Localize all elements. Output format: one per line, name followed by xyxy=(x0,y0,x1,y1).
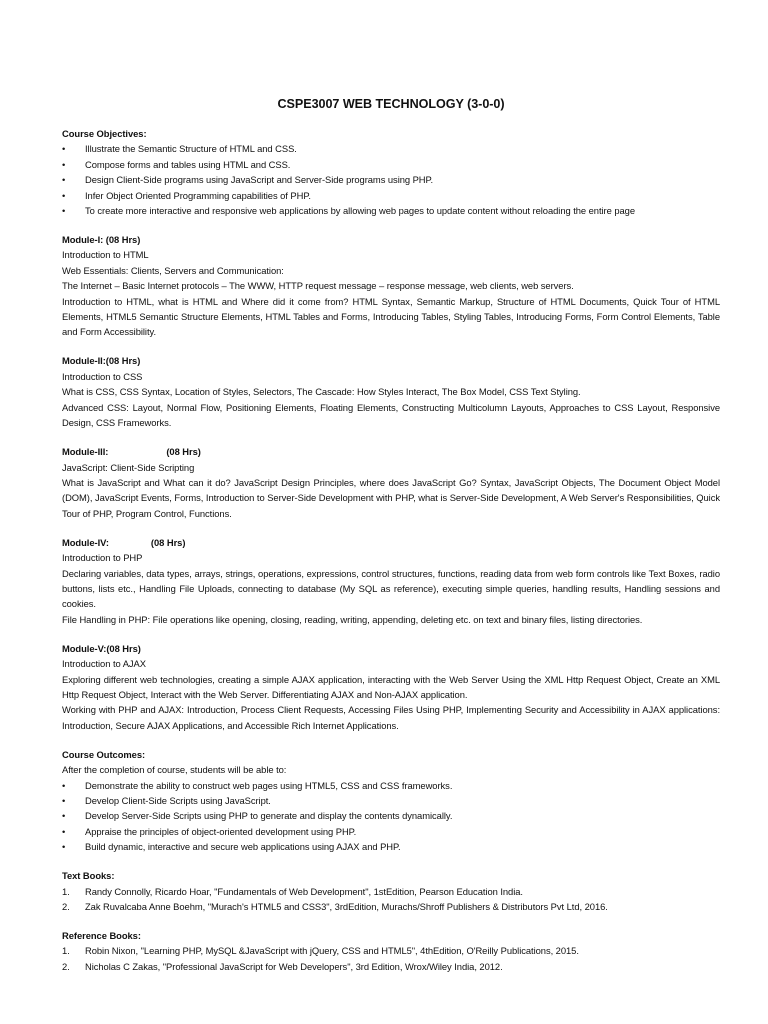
module-1-line: The Internet – Basic Internet protocols – The WWW, HTTP request message – response message, web clients, web servers. xyxy=(62,280,574,292)
list-item: • Infer Object Oriented Programming capabilities of PHP. xyxy=(62,188,720,203)
module-3-line: What is JavaScript and What can it do? JavaScript Design Principles, where does JavaScript Go? Syntax, JavaScript Objects, The Document Object Model (DOM), JavaScript Events, Forms, Introduction to Server-Side Development with PHP, what is Server-Side Development, A Web Server's Responsibilities, Quick Tour of PHP, Program Control, Functions. xyxy=(62,476,720,519)
course-objectives-list xyxy=(62,141,720,218)
reference-books-section xyxy=(62,928,720,974)
module-4-line: Introduction to PHP xyxy=(62,552,143,564)
list-item: • Compose forms and tables using HTML and CSS. xyxy=(62,157,720,172)
module-2-line: What is CSS, CSS Syntax, Location of Styles, Selectors, The Cascade: How Styles Interact, The Box Model, CSS Text Styling. xyxy=(62,386,581,398)
course-objectives-section xyxy=(62,126,720,218)
bullet-icon: • xyxy=(62,825,66,837)
course-outcomes-intro: After the completion of course, students will be able to: xyxy=(62,764,287,776)
reference-books-list xyxy=(62,943,720,974)
document-title: CSPE3007 WEB TECHNOLOGY (3-0-0) xyxy=(277,97,505,111)
module-5-heading: Module-V:(08 Hrs) xyxy=(62,642,141,654)
module-2-heading: Module-II:(08 Hrs) xyxy=(62,355,141,367)
module-1-section xyxy=(62,232,720,340)
module-4-line: Declaring variables, data types, arrays, strings, operations, expressions, control structures, functions, reading data from web form controls like Text Boxes, radio buttons, lists etc., Handling File Uploads, connecting to database (My SQL as reference), executing simple queries, handling results, Handling sessions and cookies. xyxy=(62,567,720,610)
module-2-line: Introduction to CSS xyxy=(62,370,143,382)
reference-books-heading: Reference Books: xyxy=(62,930,141,942)
syllabus-page xyxy=(62,96,720,988)
module-3-line: JavaScript: Client-Side Scripting xyxy=(62,461,195,473)
course-outcomes-heading: Course Outcomes: xyxy=(62,748,146,760)
bullet-icon: • xyxy=(62,779,66,791)
list-item: • Design Client-Side programs using JavaScript and Server-Side programs using PHP. xyxy=(62,172,720,187)
module-4-line: File Handling in PHP: File operations like opening, closing, reading, writing, appending, deleting etc. on text and binary files, listing directories. xyxy=(62,613,643,625)
module-2-section xyxy=(62,353,720,430)
list-item: 1. Robin Nixon, "Learning PHP, MySQL &JavaScript with jQuery, CSS and HTML5", 4thEdition, O'Reilly Publications, 2015. xyxy=(62,943,720,958)
module-5-section xyxy=(62,641,720,733)
text-books-heading: Text Books: xyxy=(62,870,115,882)
list-number: 2. xyxy=(62,901,70,913)
course-outcomes-list xyxy=(62,778,720,855)
text-books-list xyxy=(62,884,720,915)
list-item: • Appraise the principles of object-oriented development using PHP. xyxy=(62,824,720,839)
bullet-icon: • xyxy=(62,158,66,170)
bullet-icon: • xyxy=(62,189,66,201)
list-number: 1. xyxy=(62,945,70,957)
list-item: 2. Zak Ruvalcaba Anne Boehm, "Murach's HTML5 and CSS3", 3rdEdition, Murachs/Shroff Publishers & Distributors Pvt Ltd, 2016. xyxy=(62,899,720,914)
module-1-line: Introduction to HTML xyxy=(62,249,149,261)
bullet-icon: • xyxy=(62,205,66,217)
list-item: • Illustrate the Semantic Structure of HTML and CSS. xyxy=(62,141,720,156)
list-item: • Develop Client-Side Scripts using JavaScript. xyxy=(62,793,720,808)
module-2-line: Advanced CSS: Layout, Normal Flow, Positioning Elements, Floating Elements, Constructing Multicolumn Layouts, Approaches to CSS Layout, Responsive Design, CSS Frameworks. xyxy=(62,401,720,429)
list-item: • Demonstrate the ability to construct web pages using HTML5, CSS and CSS frameworks. xyxy=(62,778,720,793)
module-5-line: Exploring different web technologies, creating a simple AJAX application, interacting with the Web Server Using the XML Http Request Object, Create an XML Http Request Object, Interact with the Web Server. Differentiating AJAX and Non-AJAX application. xyxy=(62,673,720,700)
list-item: 1. Randy Connolly, Ricardo Hoar, "Fundamentals of Web Development", 1stEdition, Pearson Education India. xyxy=(62,884,720,899)
bullet-icon: • xyxy=(62,174,66,186)
module-3-section xyxy=(62,444,720,521)
list-item: 2. Nicholas C Zakas, "Professional JavaScript for Web Developers", 3rd Edition, Wrox/Wiley India, 2012. xyxy=(62,959,720,974)
list-item: • To create more interactive and responsive web applications by allowing web pages to update content without reloading the entire page xyxy=(62,203,720,218)
list-number: 2. xyxy=(62,960,70,972)
module-4-section xyxy=(62,535,720,627)
course-outcomes-section xyxy=(62,747,720,855)
list-item: • Develop Server-Side Scripts using PHP to generate and display the contents dynamically. xyxy=(62,808,720,823)
module-1-line: Introduction to HTML, what is HTML and Where did it come from? HTML Syntax, Semantic Markup, Structure of HTML Documents, Quick Tour of HTML Elements, HTML5 Semantic Structure Elements, HTML Tables and Forms, Introducing Tables, Styling Tables, Introducing Forms, Form Control Elements, Table and Form Accessibility. xyxy=(62,295,720,338)
bullet-icon: • xyxy=(62,841,66,853)
module-5-line: Introduction to AJAX xyxy=(62,658,146,670)
module-1-line: Web Essentials: Clients, Servers and Communication: xyxy=(62,264,284,276)
module-4-heading: Module-IV: (08 Hrs) xyxy=(62,536,186,548)
module-3-heading: Module-III: (08 Hrs) xyxy=(62,446,201,458)
list-item: • Build dynamic, interactive and secure web applications using AJAX and PHP. xyxy=(62,839,720,854)
text-books-section xyxy=(62,868,720,914)
module-1-heading: Module-I: (08 Hrs) xyxy=(62,234,141,246)
bullet-icon: • xyxy=(62,143,66,155)
bullet-icon: • xyxy=(62,810,66,822)
module-5-line: Working with PHP and AJAX: Introduction, Process Client Requests, Accessing Files Using PHP, Implementing Security and Accessibility in AJAX applications: Introduction, Secure AJAX Applications, and Accessible Rich Internet Applications. xyxy=(62,704,720,731)
bullet-icon: • xyxy=(62,795,66,806)
list-number: 1. xyxy=(62,885,70,897)
course-objectives-heading: Course Objectives: xyxy=(62,128,147,139)
